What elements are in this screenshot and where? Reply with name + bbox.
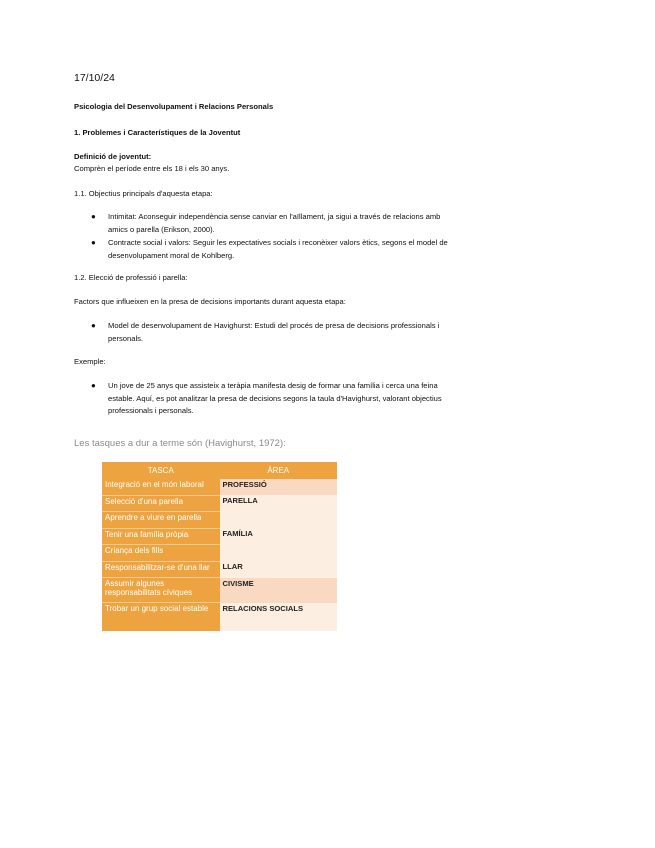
task-cell: Selecció d'una parella: [102, 495, 220, 512]
area-cell: LLAR: [220, 561, 338, 578]
bullet-icon: ●: [91, 381, 96, 390]
area-cell: [220, 545, 338, 562]
task-cell: Assumir algunes responsabilitats cíviques: [102, 578, 220, 603]
example-title: Exemple:: [74, 357, 106, 366]
model-list: [74, 320, 528, 346]
area-cell: CIVISME: [220, 578, 338, 603]
example-list: [74, 380, 528, 419]
task-cell: Aprendre a viure en parella: [102, 512, 220, 529]
area-cell: RELACIONS SOCIALS: [220, 603, 338, 632]
list-item: ● Un jove de 25 anys que assisteix a teràpia manifesta desig de formar una família i cerca una feina estable. Aquí, es pot analitzar la presa de decisions segons la taula d'Havighurst, valorant objectius professionals i personals.: [91, 381, 442, 415]
section-1-title: 1. Problemes i Característiques de la Joventut: [74, 128, 241, 137]
task-cell: Responsabilitzar-se d'una llar: [102, 561, 220, 578]
table-row: [102, 561, 337, 578]
table-intro: Les tasques a dur a terme són (Havighurst, 1972):: [74, 438, 286, 449]
task-cell: Trobar un grup social estable: [102, 603, 220, 632]
task-cell: Integració en el món laboral: [102, 479, 220, 495]
area-cell: [220, 512, 338, 529]
area-cell: PARELLA: [220, 495, 338, 512]
table-row: [102, 512, 337, 529]
area-cell: FAMÍLIA: [220, 528, 338, 545]
table-row: [102, 603, 337, 632]
table-header-area: ÀREA: [220, 462, 338, 479]
bullet-icon: ●: [91, 321, 96, 330]
subsection-1-2-title: 1.2. Elecció de professió i parella:: [74, 273, 188, 282]
subsection-1-1-title: 1.1. Objectius principals d'aquesta etapa:: [74, 189, 213, 198]
course-title: Psicologia del Desenvolupament i Relacions Personals: [74, 102, 274, 111]
task-cell: Tenir una família pròpia: [102, 528, 220, 545]
definition-title: Definició de joventut:: [74, 152, 152, 161]
objectives-list: [74, 211, 528, 263]
task-cell: Criança dels fills: [102, 545, 220, 562]
table-row: [102, 528, 337, 545]
table-header-task: TASCA: [102, 462, 220, 479]
list-item: ● Model de desenvolupament de Havighurst: Estudi del procés de presa de decisions professionals i personals.: [91, 321, 440, 343]
havighurst-tasks-table: [102, 462, 337, 631]
area-cell: PROFESSIÓ: [220, 479, 338, 495]
table-row: [102, 578, 337, 603]
list-item: ● Contracte social i valors: Seguir les expectatives socials i reconèixer valors ètics, segons el model de desenvolupament moral de Kohlberg.: [91, 238, 448, 260]
definition-text: Comprèn el període entre els 18 i els 30 anys.: [74, 164, 230, 173]
note-date: 17/10/24: [74, 72, 115, 84]
bullet-icon: ●: [91, 212, 96, 221]
bullet-icon: ●: [91, 238, 96, 247]
factors-text: Factors que influeixen en la presa de decisions importants durant aquesta etapa:: [74, 297, 346, 306]
table-row: [102, 495, 337, 512]
list-item: ● Intimitat: Aconseguir independència sense canviar en l'aïllament, ja sigui a través de relacions amb amics o parella (Erikson, 2000).: [91, 212, 441, 234]
table-row: [102, 479, 337, 495]
table-row: [102, 545, 337, 562]
